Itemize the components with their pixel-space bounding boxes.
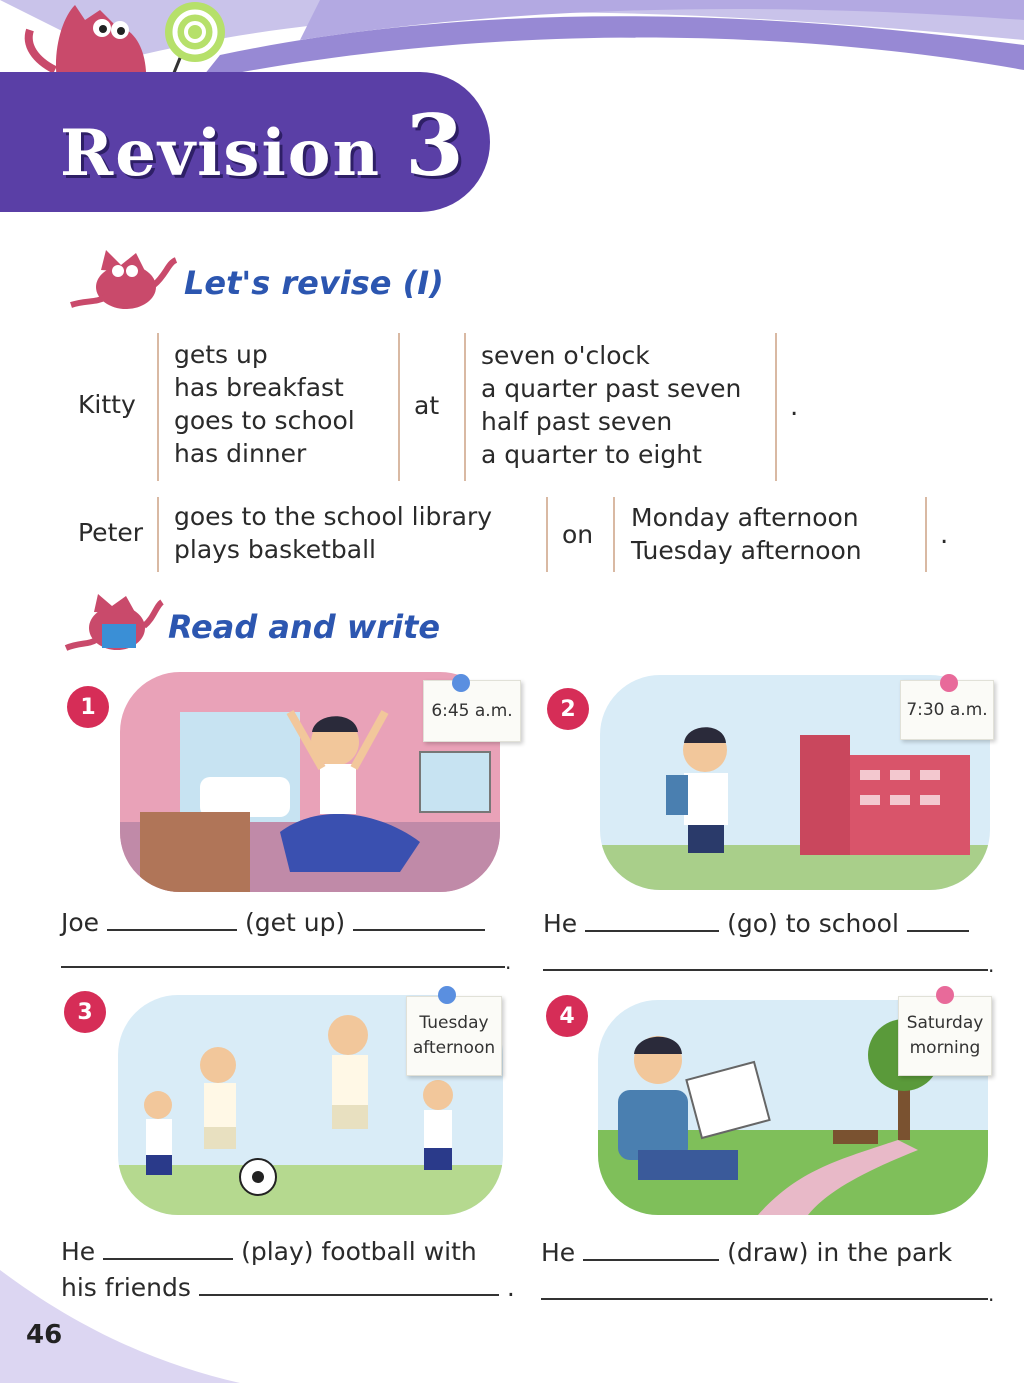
exercise-4-subject: He	[541, 1238, 576, 1267]
exercise-1-subject: Joe	[61, 908, 100, 937]
kitty-action: has breakfast	[174, 373, 344, 402]
exercise-2-hint: (go) to school	[727, 909, 899, 938]
time-note-text: Saturday	[906, 1013, 984, 1033]
subject-peter: Peter	[78, 518, 144, 547]
peter-time: Tuesday afternoon	[631, 536, 862, 565]
time-note-tuesday-afternoon	[406, 996, 502, 1076]
answer-line[interactable]	[543, 969, 988, 971]
answer-blank-verb[interactable]	[583, 1239, 719, 1261]
time-note-text: Tuesday	[419, 1013, 489, 1033]
pushpin-icon	[438, 986, 456, 1004]
exercise-3-subject: He	[61, 1237, 96, 1266]
exercise-number-3: 3	[64, 991, 106, 1033]
answer-blank-verb[interactable]	[107, 909, 237, 931]
exercise-number-1: 1	[67, 686, 109, 728]
table-divider	[925, 497, 927, 572]
table-divider	[157, 333, 159, 481]
exercise-1-hint: (get up)	[244, 908, 346, 937]
exercise-1-sentence	[61, 908, 485, 937]
page-title-number: 3	[405, 96, 466, 195]
page-title	[60, 96, 466, 195]
kitty-action: has dinner	[174, 439, 307, 468]
table-divider	[157, 497, 159, 572]
kitty-time: half past seven	[481, 407, 673, 436]
exercise-3-continuation: his friends	[61, 1273, 191, 1302]
sentence-period: .	[790, 392, 799, 422]
page-number: 46	[26, 1320, 63, 1350]
kitty-time: a quarter past seven	[481, 374, 742, 403]
preposition-on: on	[562, 520, 594, 549]
exercise-2-subject: He	[543, 909, 578, 938]
section-heading-read-and-write: Read and write	[168, 608, 441, 646]
section-heading-lets-revise: Let's revise (I)	[184, 264, 444, 302]
kitty-actions	[174, 338, 355, 470]
sentence-period: .	[988, 953, 995, 977]
kitty-times	[481, 339, 741, 471]
table-divider	[613, 497, 615, 572]
answer-blank-time[interactable]	[353, 909, 485, 931]
answer-blank-verb[interactable]	[103, 1238, 233, 1260]
peter-action: plays basketball	[174, 535, 376, 564]
cat-icon	[66, 245, 178, 317]
peter-actions	[174, 500, 492, 566]
exercise-number-2: 2	[547, 688, 589, 730]
sentence-period: .	[505, 950, 512, 974]
table-divider	[398, 333, 400, 481]
peter-action: goes to the school library	[174, 502, 493, 531]
kitty-action: gets up	[174, 340, 268, 369]
kitty-time: a quarter to eight	[481, 440, 702, 469]
exercise-2-sentence	[543, 909, 969, 938]
exercise-3-hint: (play) football with	[241, 1237, 477, 1266]
kitty-time: seven o'clock	[481, 341, 650, 370]
pushpin-icon	[452, 674, 470, 692]
peter-times	[631, 501, 862, 567]
answer-blank-verb[interactable]	[585, 910, 719, 932]
sentence-period: .	[988, 1282, 995, 1306]
answer-blank-time[interactable]	[907, 910, 969, 932]
exercise-4-sentence	[541, 1238, 952, 1267]
time-note-6-45	[423, 680, 521, 742]
answer-line[interactable]	[61, 966, 505, 968]
pushpin-icon	[936, 986, 954, 1004]
time-note-text: 7:30 a.m.	[906, 699, 988, 720]
subject-kitty: Kitty	[78, 390, 136, 419]
time-note-text: afternoon	[412, 1038, 496, 1058]
table-divider	[546, 497, 548, 572]
kitty-action: goes to school	[174, 406, 355, 435]
pushpin-icon	[940, 674, 958, 692]
table-divider	[464, 333, 466, 481]
exercise-4-hint: (draw) in the park	[727, 1238, 953, 1267]
page-title-word: Revision	[60, 116, 381, 191]
exercise-number-4: 4	[546, 995, 588, 1037]
time-note-text: morning	[909, 1038, 981, 1058]
cat-reading-icon	[62, 590, 164, 660]
peter-time: Monday afternoon	[631, 503, 859, 532]
table-divider	[775, 333, 777, 481]
exercise-3-sentence	[61, 1237, 477, 1266]
preposition-at: at	[414, 391, 440, 420]
answer-line[interactable]	[541, 1298, 988, 1300]
answer-blank-time[interactable]	[199, 1274, 499, 1296]
sentence-period: .	[506, 1273, 515, 1302]
sentence-period: .	[940, 520, 949, 550]
time-note-text: 6:45 a.m.	[431, 700, 513, 721]
time-note-saturday-morning	[898, 996, 992, 1076]
